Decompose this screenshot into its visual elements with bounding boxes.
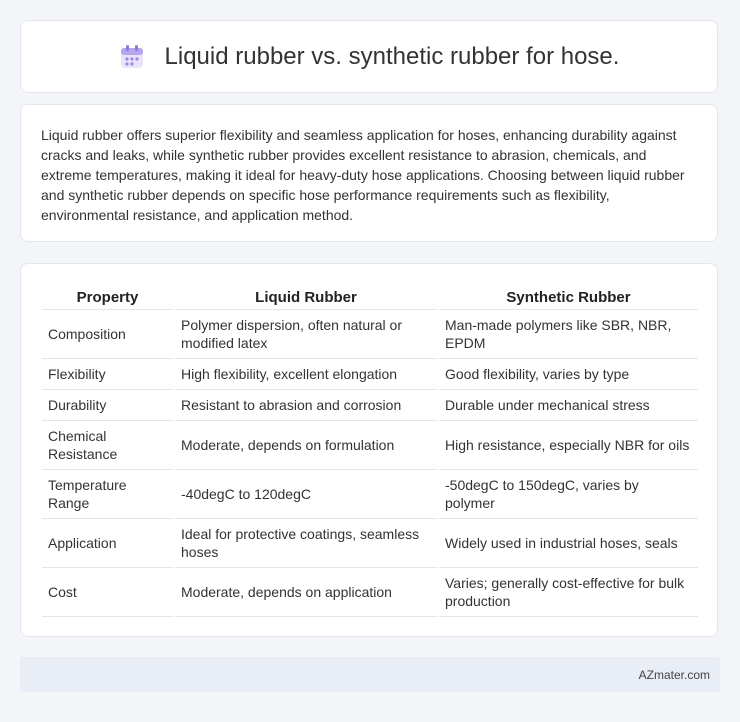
table-cell: Moderate, depends on application bbox=[175, 568, 437, 617]
title-card bbox=[20, 20, 718, 93]
header-synthetic-rubber: Synthetic Rubber bbox=[439, 285, 698, 310]
table-header-row bbox=[42, 285, 698, 310]
summary-card bbox=[20, 104, 718, 242]
table-cell: -50degC to 150degC, varies by polymer bbox=[439, 470, 698, 519]
table-cell: High flexibility, excellent elongation bbox=[175, 359, 437, 390]
table-row bbox=[42, 390, 698, 421]
table-row bbox=[42, 470, 698, 519]
table-cell: Good flexibility, varies by type bbox=[439, 359, 698, 390]
footer-brand: AZmater.com bbox=[638, 667, 710, 682]
table-row bbox=[42, 310, 698, 359]
table-cell: Varies; generally cost-effective for bulk production bbox=[439, 568, 698, 617]
table-cell: Flexibility bbox=[42, 359, 173, 390]
table-row bbox=[42, 421, 698, 470]
table-cell: High resistance, especially NBR for oils bbox=[439, 421, 698, 470]
table-cell: Polymer dispersion, often natural or modified latex bbox=[175, 310, 437, 359]
table-cell: Widely used in industrial hoses, seals bbox=[439, 519, 698, 568]
table-cell: Resistant to abrasion and corrosion bbox=[175, 390, 437, 421]
table-row bbox=[42, 568, 698, 617]
table-row bbox=[42, 519, 698, 568]
table-cell: Temperature Range bbox=[42, 470, 173, 519]
table-cell: Durability bbox=[42, 390, 173, 421]
table-cell: Ideal for protective coatings, seamless hoses bbox=[175, 519, 437, 568]
comparison-table bbox=[40, 285, 700, 617]
table-cell: Chemical Resistance bbox=[42, 421, 173, 470]
table-cell: Composition bbox=[42, 310, 173, 359]
calendar-icon bbox=[119, 44, 145, 70]
page-title: Liquid rubber vs. synthetic rubber for hose. bbox=[164, 42, 620, 70]
table-cell: Cost bbox=[42, 568, 173, 617]
table-cell: Application bbox=[42, 519, 173, 568]
header-property: Property bbox=[42, 285, 173, 310]
table-card bbox=[20, 263, 718, 637]
table-cell: Moderate, depends on formulation bbox=[175, 421, 437, 470]
table-cell: Durable under mechanical stress bbox=[439, 390, 698, 421]
header-liquid-rubber: Liquid Rubber bbox=[175, 285, 437, 310]
summary-text: Liquid rubber offers superior flexibility and seamless application for hoses, enhancing durability against cracks and leaks, while synthetic rubber provides excellent resistance to abrasion, chemicals, and extreme temperatures, making it ideal for heavy-duty hose applications. Choosing between liquid rubber and synthetic rubber depends on specific hose performance requirements such as flexibility, environmental resistance, and application method. bbox=[41, 127, 685, 223]
table-cell: Man-made polymers like SBR, NBR, EPDM bbox=[439, 310, 698, 359]
table-cell: -40degC to 120degC bbox=[175, 470, 437, 519]
table-row bbox=[42, 359, 698, 390]
footer bbox=[20, 657, 720, 692]
